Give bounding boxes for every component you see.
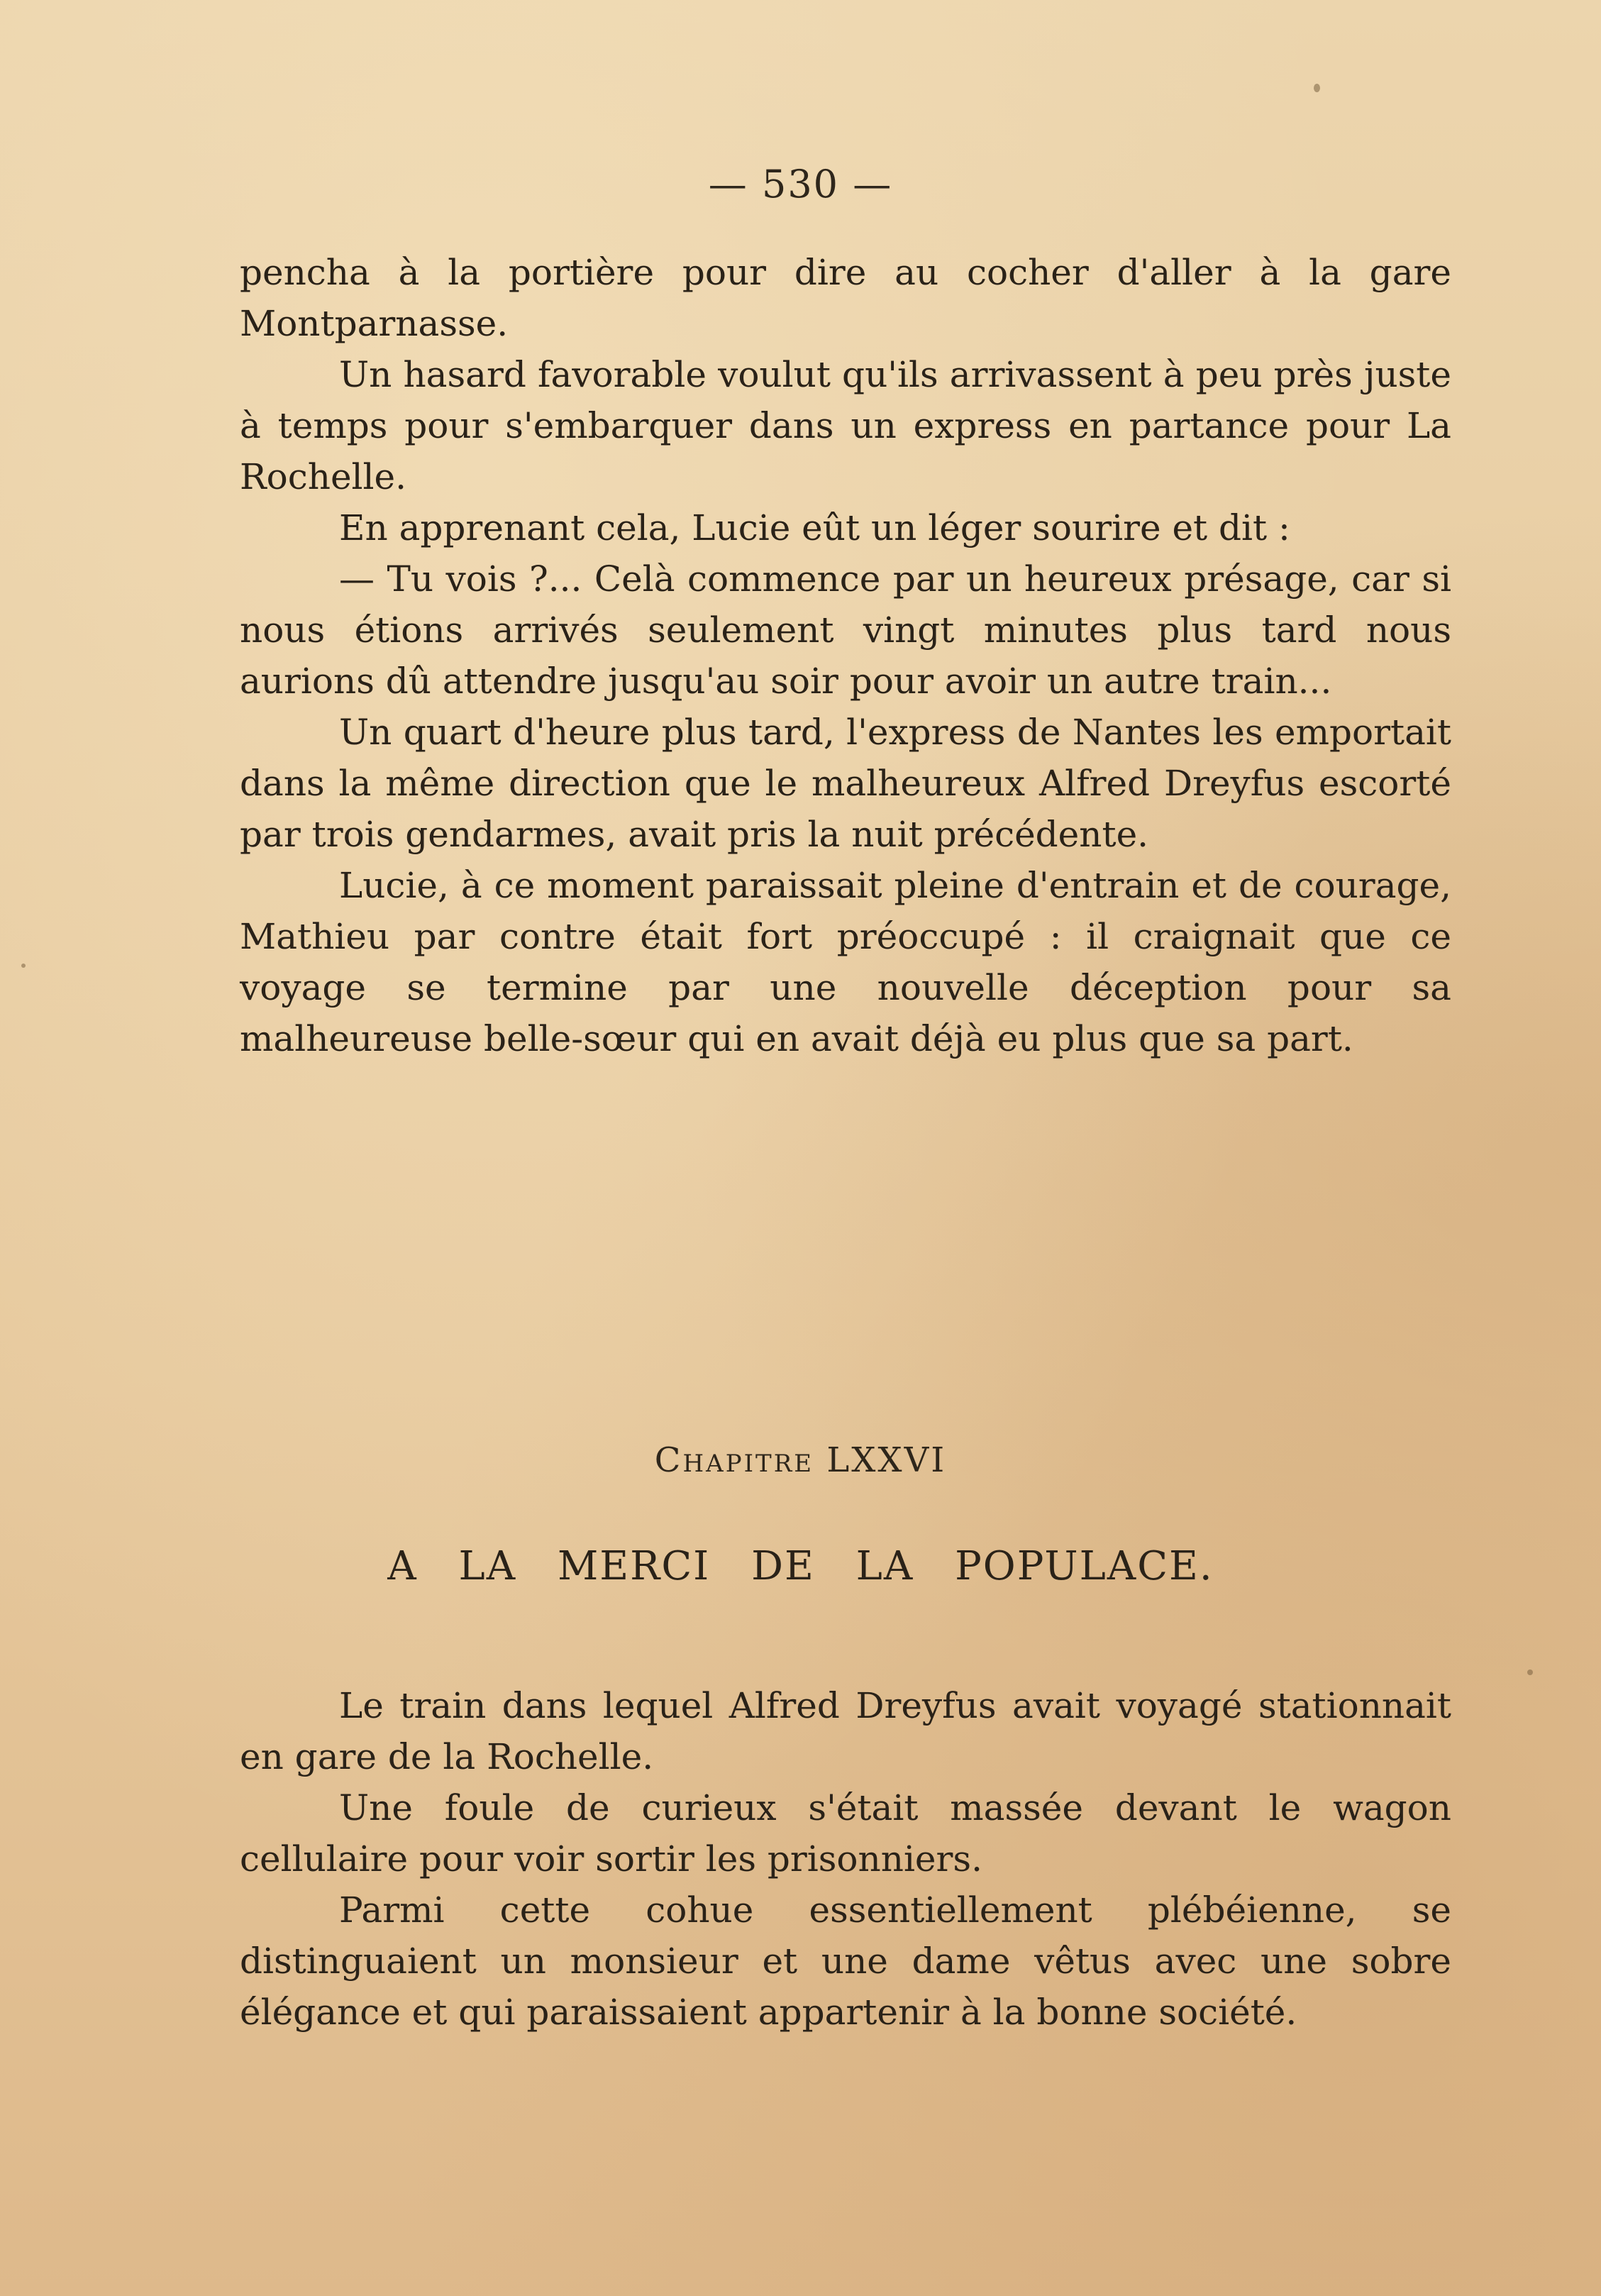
paragraph: Un quart d'heure plus tard, l'express de Nantes les emportait dans la même direction que le malheureux Alfred Dreyfus escorté par trois gendarmes, avait pris la nuit précédente. — [240, 712, 1451, 855]
paragraph: — Tu vois ?... Celà commence par un heureux présage, car si nous étions arrivés seulement vingt minutes plus tard nous aurions dû attendre jusqu'au soir pour avoir un autre train... — [240, 558, 1451, 702]
paragraph: Parmi cette cohue essentiellement plébéienne, se distinguaient un monsieur et une dame vêtus avec une sobre élégance et qui paraissaient appartenir à la bonne société. — [240, 1889, 1451, 2033]
paragraph: pencha à la portière pour dire au cocher d'aller à la gare Montparnasse. — [240, 252, 1451, 344]
paper-speck — [1314, 84, 1320, 92]
chapter-title: A LA MERCI DE LA POPULACE. — [387, 1543, 1214, 1589]
page-number: — 530 — — [708, 162, 893, 206]
body-text-before-chapter — [240, 247, 1451, 1064]
paragraph: Le train dans lequel Alfred Dreyfus avait voyagé stationnait en gare de la Rochelle. — [240, 1685, 1451, 1777]
paragraph: En apprenant cela, Lucie eût un léger sourire et dit : — [339, 507, 1290, 548]
body-text-after-chapter — [240, 1680, 1451, 2038]
paragraph: Une foule de curieux s'était massée devant le wagon cellulaire pour voir sortir les prisonniers. — [240, 1787, 1451, 1880]
paper-speck — [1527, 1669, 1533, 1675]
paragraph: Un hasard favorable voulut qu'ils arrivassent à peu près juste à temps pour s'embarquer dans un express en partance pour La Rochelle. — [240, 354, 1451, 497]
paragraph: Lucie, à ce moment paraissait pleine d'entrain et de courage, Mathieu par contre était fort préoccupé : il craignait que ce voyage se termine par une nouvelle déception pour sa malheureuse belle-sœur qui en avait déjà eu plus que sa part. — [240, 865, 1451, 1059]
paper-speck — [21, 964, 26, 968]
chapter-label: Chapitre LXXVI — [654, 1440, 947, 1480]
